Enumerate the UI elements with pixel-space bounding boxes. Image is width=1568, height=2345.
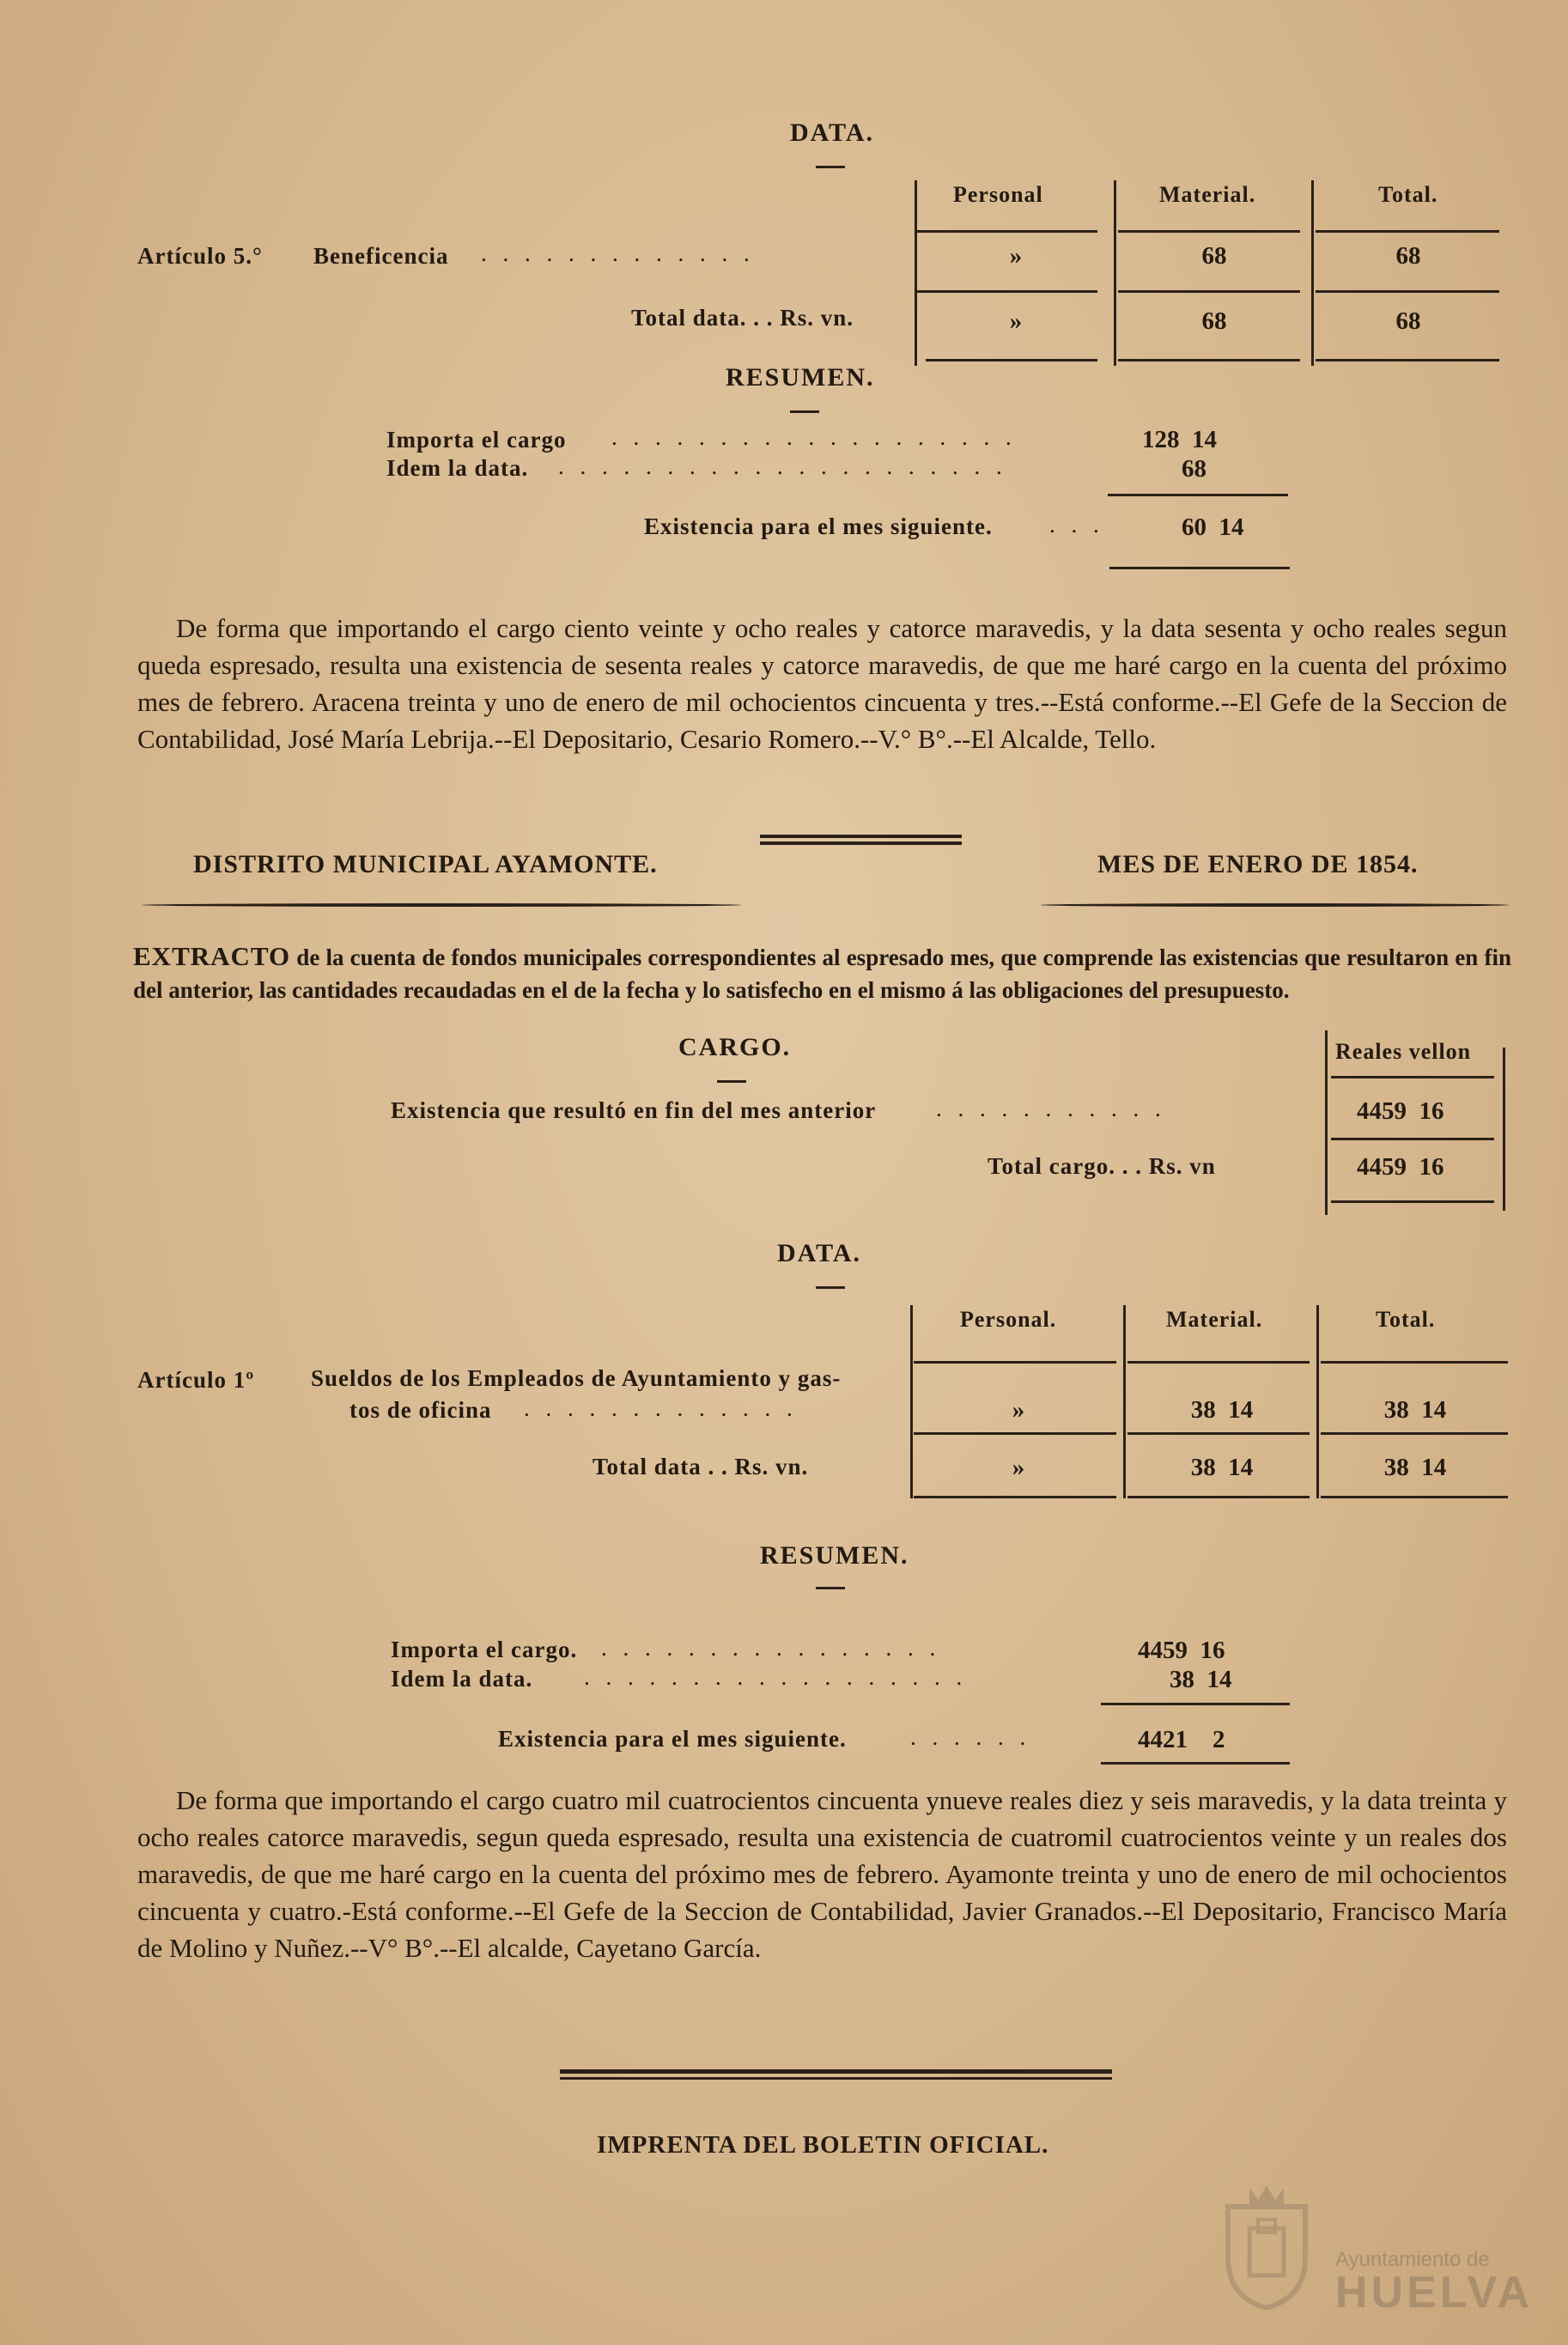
- article-name-line2: tos de oficina: [349, 1397, 492, 1423]
- leader-dots: . . . . . .: [910, 1724, 1031, 1750]
- rule: [914, 1361, 1116, 1364]
- leader-dots: . . . . . . . . . . .: [936, 1096, 1166, 1121]
- rule: [1118, 230, 1300, 233]
- total-data-label: Total data. . . Rs. vn.: [631, 305, 854, 331]
- personal-value: »: [1012, 1396, 1025, 1424]
- paragraph-aracena: De forma que importando el cargo ciento veinte y ocho reales y catorce maravedis, y la data sesenta y ocho reales segun queda espresado, resulta una existencia de sesenta reales y catorce maravedis, de que me haré cargo en la cuenta del próximo mes de febrero. Aracena treinta y uno de enero de mil ochocientos cincuenta y tres.--Está conforme.--El Gefe de la Seccion de Contabilidad, José María Lebrija.--El Depositario, Cesario Romero.--V.° B°.--El Alcalde, Tello.: [137, 613, 1507, 754]
- rule: [1321, 1432, 1508, 1435]
- sum-rule: [1109, 567, 1290, 569]
- rule: [914, 1432, 1116, 1435]
- divider: [816, 1587, 845, 1589]
- divider: [790, 410, 819, 413]
- rule: [917, 230, 1097, 233]
- extracto-lead: EXTRACTO: [133, 941, 291, 971]
- data-title-2: DATA.: [777, 1239, 862, 1267]
- rule: [1316, 230, 1499, 233]
- rule: [1321, 1361, 1508, 1364]
- col-header-personal: Personal.: [960, 1307, 1057, 1332]
- separator-rule: [760, 835, 962, 838]
- column-rule: [915, 180, 917, 366]
- existencia-value: 60 14: [1182, 513, 1244, 541]
- imprenta-footer: IMPRENTA DEL BOLETIN OFICIAL.: [597, 2131, 1049, 2159]
- rule: [1331, 1200, 1494, 1203]
- ornamental-rule: [1041, 903, 1509, 907]
- cargo-row-value: 4459 16: [1357, 1097, 1444, 1125]
- closing-rule: [560, 2069, 1112, 2074]
- paragraph-ayamonte: De forma que importando el cargo cuatro mil cuatrocientos cincuenta ynueve reales diez y seis maravedis, y la data treinta y ocho reales catorce maravedis, segun queda espresado, resulta una existencia de cuatromil cuatrocientos veinte y un reales dos maravedis, de que me haré cargo en la cuenta del próximo mes de febrero. Ayamonte treinta y uno de enero de mil ochocientos cincuenta y cuatro.-Está conforme.--El Gefe de la Seccion de Contabilidad, Javier Granados.--El Depositario, Francisco María de Molino y Nuñez.--V° B°.--El alcalde, Cayetano García.: [137, 1785, 1507, 1963]
- col-header-total: Total.: [1376, 1307, 1436, 1332]
- total-material: 68: [1201, 307, 1227, 335]
- rule: [926, 359, 1097, 361]
- sum-rule: [1101, 1703, 1290, 1705]
- leader-dots: . . . . . . . . . . . . . . . . . . .: [611, 424, 1017, 450]
- huelva-crest-icon: [1211, 2181, 1322, 2310]
- material-value: 38 14: [1190, 1396, 1254, 1424]
- column-rule: [1316, 1305, 1319, 1498]
- extracto-text: de la cuenta de fondos municipales correspondientes al espresado mes, que comprende las existencias que resultaron en fin del anterior, las cantidades recaudadas en el de la fecha y lo satisfecho en el mismo á las obligaciones del presupuesto.: [133, 945, 1511, 1003]
- mes-heading: MES DE ENERO DE 1854.: [1097, 850, 1419, 878]
- rule: [1118, 359, 1300, 361]
- resumen-data-label: Idem la data.: [386, 455, 529, 481]
- resumen-title-1: RESUMEN.: [726, 363, 875, 392]
- sum-rule: [1101, 1762, 1290, 1765]
- watermark-line2: HUELVA: [1335, 2268, 1534, 2318]
- rule: [1118, 290, 1300, 293]
- divider: [816, 1286, 845, 1289]
- data-title-1: DATA.: [790, 118, 875, 147]
- rule: [1331, 1138, 1494, 1140]
- existencia-value: 4421 2: [1138, 1726, 1225, 1753]
- leader-dots: . . .: [1049, 512, 1104, 538]
- cargo-title: CARGO.: [678, 1033, 792, 1061]
- rule: [1316, 290, 1499, 293]
- column-rule: [1114, 180, 1116, 366]
- resumen-cargo-value: 4459 16: [1138, 1637, 1225, 1664]
- column-rule: [1325, 1030, 1328, 1215]
- rule: [917, 290, 1097, 293]
- total-personal: »: [1009, 307, 1023, 335]
- rule: [1331, 1076, 1494, 1078]
- total-personal: »: [1012, 1454, 1025, 1481]
- material-value: 68: [1201, 242, 1227, 270]
- resumen-cargo-label: Importa el cargo: [386, 427, 567, 453]
- reales-vellon-header: Reales vellon: [1335, 1039, 1472, 1064]
- divider: [816, 166, 845, 168]
- resumen-data-value: 68: [1182, 455, 1206, 483]
- col-header-material: Material.: [1166, 1307, 1263, 1332]
- col-header-personal: Personal: [953, 182, 1043, 207]
- total-value: 68: [1395, 242, 1421, 270]
- total-data-label: Total data . . Rs. vn.: [593, 1454, 809, 1479]
- column-rule: [1311, 180, 1314, 366]
- leader-dots: . . . . . . . . . . . . .: [524, 1395, 798, 1421]
- rule: [1127, 1361, 1310, 1364]
- distrito-heading: DISTRITO MUNICIPAL AYAMONTE.: [193, 850, 658, 878]
- closing-rule: [560, 2077, 1112, 2080]
- sum-rule: [1108, 494, 1288, 496]
- resumen-data-label: Idem la data.: [391, 1666, 533, 1692]
- leader-dots: . . . . . . . . . . . . . . . .: [601, 1635, 941, 1661]
- rule: [914, 1496, 1116, 1498]
- leader-dots: . . . . . . . . . . . . . . . . . . . . .: [558, 453, 1007, 479]
- col-header-total: Total.: [1378, 182, 1438, 207]
- cargo-total-label: Total cargo. . . Rs. vn: [988, 1153, 1216, 1179]
- divider: [717, 1080, 746, 1083]
- resumen-data-value: 38 14: [1170, 1666, 1232, 1693]
- extracto-block: [133, 940, 1511, 1006]
- total-material: 38 14: [1190, 1454, 1254, 1481]
- separator-rule: [760, 841, 962, 845]
- col-header-material: Material.: [1159, 182, 1256, 207]
- rule: [1127, 1432, 1310, 1435]
- article-label: Artículo 5.°: [137, 243, 263, 269]
- cargo-row-label: Existencia que resultó en fin del mes anterior: [391, 1097, 877, 1123]
- ornamental-rule: [142, 903, 741, 907]
- rule: [1316, 359, 1499, 361]
- total-value: 38 14: [1383, 1396, 1447, 1424]
- rule: [1321, 1496, 1508, 1498]
- rule: [1127, 1496, 1310, 1498]
- cargo-total-value: 4459 16: [1357, 1153, 1444, 1181]
- watermark-line1: Ayuntamiento de: [1335, 2248, 1490, 2271]
- personal-value: »: [1009, 242, 1023, 270]
- article-label: Artículo 1º: [137, 1367, 255, 1393]
- article-name: Beneficencia: [313, 243, 449, 269]
- resumen-cargo-label: Importa el cargo.: [391, 1637, 578, 1662]
- resumen-title-2: RESUMEN.: [760, 1541, 909, 1570]
- article-name-line1: Sueldos de los Empleados de Ayuntamiento y gas-: [311, 1365, 842, 1391]
- existencia-label: Existencia para el mes siguiente.: [644, 513, 993, 539]
- resumen-cargo-value: 128 14: [1142, 426, 1217, 453]
- column-rule: [910, 1305, 913, 1498]
- total-total: 68: [1395, 307, 1421, 335]
- leader-dots: . . . . . . . . . . . . .: [481, 240, 755, 266]
- existencia-label: Existencia para el mes siguiente.: [498, 1726, 847, 1752]
- column-rule: [1123, 1305, 1126, 1498]
- column-rule: [1503, 1048, 1505, 1211]
- leader-dots: . . . . . . . . . . . . . . . . . .: [584, 1664, 968, 1690]
- total-total: 38 14: [1383, 1454, 1447, 1481]
